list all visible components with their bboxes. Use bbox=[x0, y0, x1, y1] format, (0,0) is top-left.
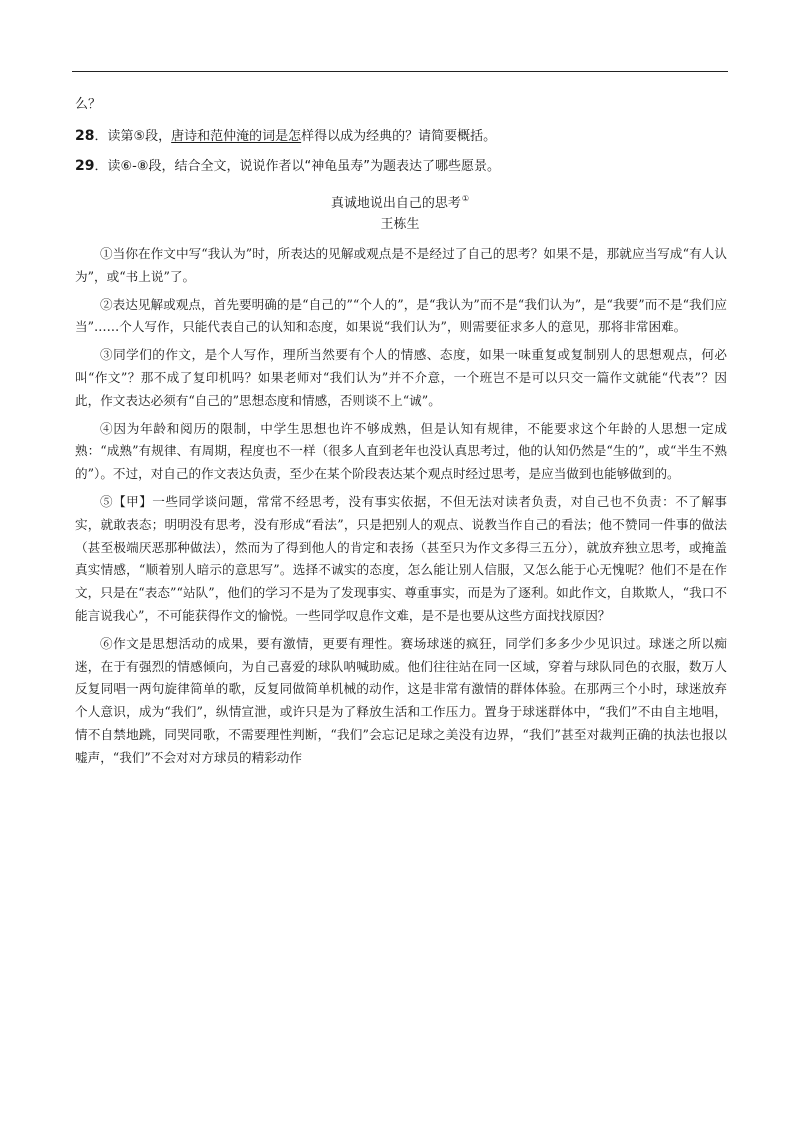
paragraph-1: ①当你在作文中写“我认为”时，所表达的见解或观点是不是经过了自己的思考？如果不是，那就应当写成“有人认为”，或“书上说”了。 bbox=[75, 246, 727, 284]
question-number: 28 bbox=[75, 128, 95, 144]
underlined-phrase: 唐诗和范仲淹的词是怎 bbox=[171, 129, 302, 144]
article-author: 王栋生 bbox=[380, 217, 420, 232]
paragraph-2: ②表达见解或观点，首先要明确的是“自己的”“个人的”，是“我认为”而不是“我们认为”，是“我要”而不是“我们应当”……个人写作，只能代表自己的认知和态度，如果说“我们认为”，则需要征求多人的意见，那将非常困难。 bbox=[75, 296, 727, 335]
question-28: 28．读第⑤段，唐诗和范仲淹的词是怎样得以成为经典的？请简要概括。 bbox=[75, 128, 497, 144]
header-rule bbox=[72, 71, 728, 72]
continuation-text: 么？ bbox=[75, 97, 102, 112]
article-body bbox=[75, 243, 727, 775]
paragraph-5: ⑤【甲】一些同学谈问题，常常不经思考，没有事实依据，不但无法对读者负责，对自己也不负责：不了解事实，就敢表态；明明没有思考，没有形成“看法”，只是把别人的观点、说教当作自己的看法；他不赞同一件事的做法（甚至极端厌恶那种做法），然而为了得到他人的肯定和表扬（甚至只为作文多得三五分），就放弃独立思考，或掩盖真实情感，“顺着别人暗示的意思写”。选择不诚实的态度，怎么能让别人信服，又怎么能于心无愧呢？他们不是在作文，只是在“表态”“站队”，他们的学习不是为了发现事实、尊重事实，而是为了逐利。如此作文，自欺欺人，“我口不能言说我心”，不可能获得作文的愉悦。一些同学叹息作文难，是不是也要从这些方面找找原因？ bbox=[75, 493, 727, 623]
paragraph-6: ⑥作文是思想活动的成果，要有激情，更要有理性。赛场球迷的疯狂，同学们多多少少见识过。球迷之所以痴迷，在于有强烈的情感倾向，为自己喜爱的球队呐喊助威。他们往往站在同一区域，穿着与球队同色的衣服，数万人反复同唱一两句旋律简单的歌，反复同做简单机械的动作，这是非常有激情的群体体验。在那两三个小时，球迷放弃个人意识，成为“我们”，纵情宣泄，或许只是为了释放生活和工作压力。置身于球迷群体中，“我们”不由自主地唱，情不自禁地跳，同哭同歌，不需要理性判断，“我们”会忘记足球之美没有边界，“我们”甚至对裁判正确的执法也报以嘘声，“我们”不会对对方球员的精彩动作 bbox=[75, 635, 727, 765]
article-title: 真诚地说出自己的思考① bbox=[330, 194, 470, 211]
question-number: 29 bbox=[75, 158, 95, 174]
question-29: 29．读⑥-⑧段，结合全文，说说作者以“神龟虽寿”为题表达了哪些愿景。 bbox=[75, 158, 500, 174]
paragraph-3: ③同学们的作文，是个人写作，理所当然要有个人的情感、态度，如果一味重复或复制别人的思想观点，何必叫“作文”？那不成了复印机吗？如果老师对“我们认为”并不介意，一个班岂不是可以只交一篇作文就能“代表”？因此，作文表达必须有“自己的”思想态度和情感，否则谈不上“诚”。 bbox=[75, 347, 727, 408]
footnote-marker: ① bbox=[461, 194, 470, 203]
paragraph-4: ④因为年龄和阅历的限制，中学生思想也许不够成熟，但是认知有规律，不能要求这个年龄的人思想一定成熟：“成熟”有规律、有周期，程度也不一样（很多人直到老年也没认真思考过，他的认知仍然是“生的”，或“半生不熟的”）。不过，对自己的作文表达负责，至少在某个阶段表达某个观点时经过思考，是应当做到也能够做到的。 bbox=[75, 420, 727, 482]
